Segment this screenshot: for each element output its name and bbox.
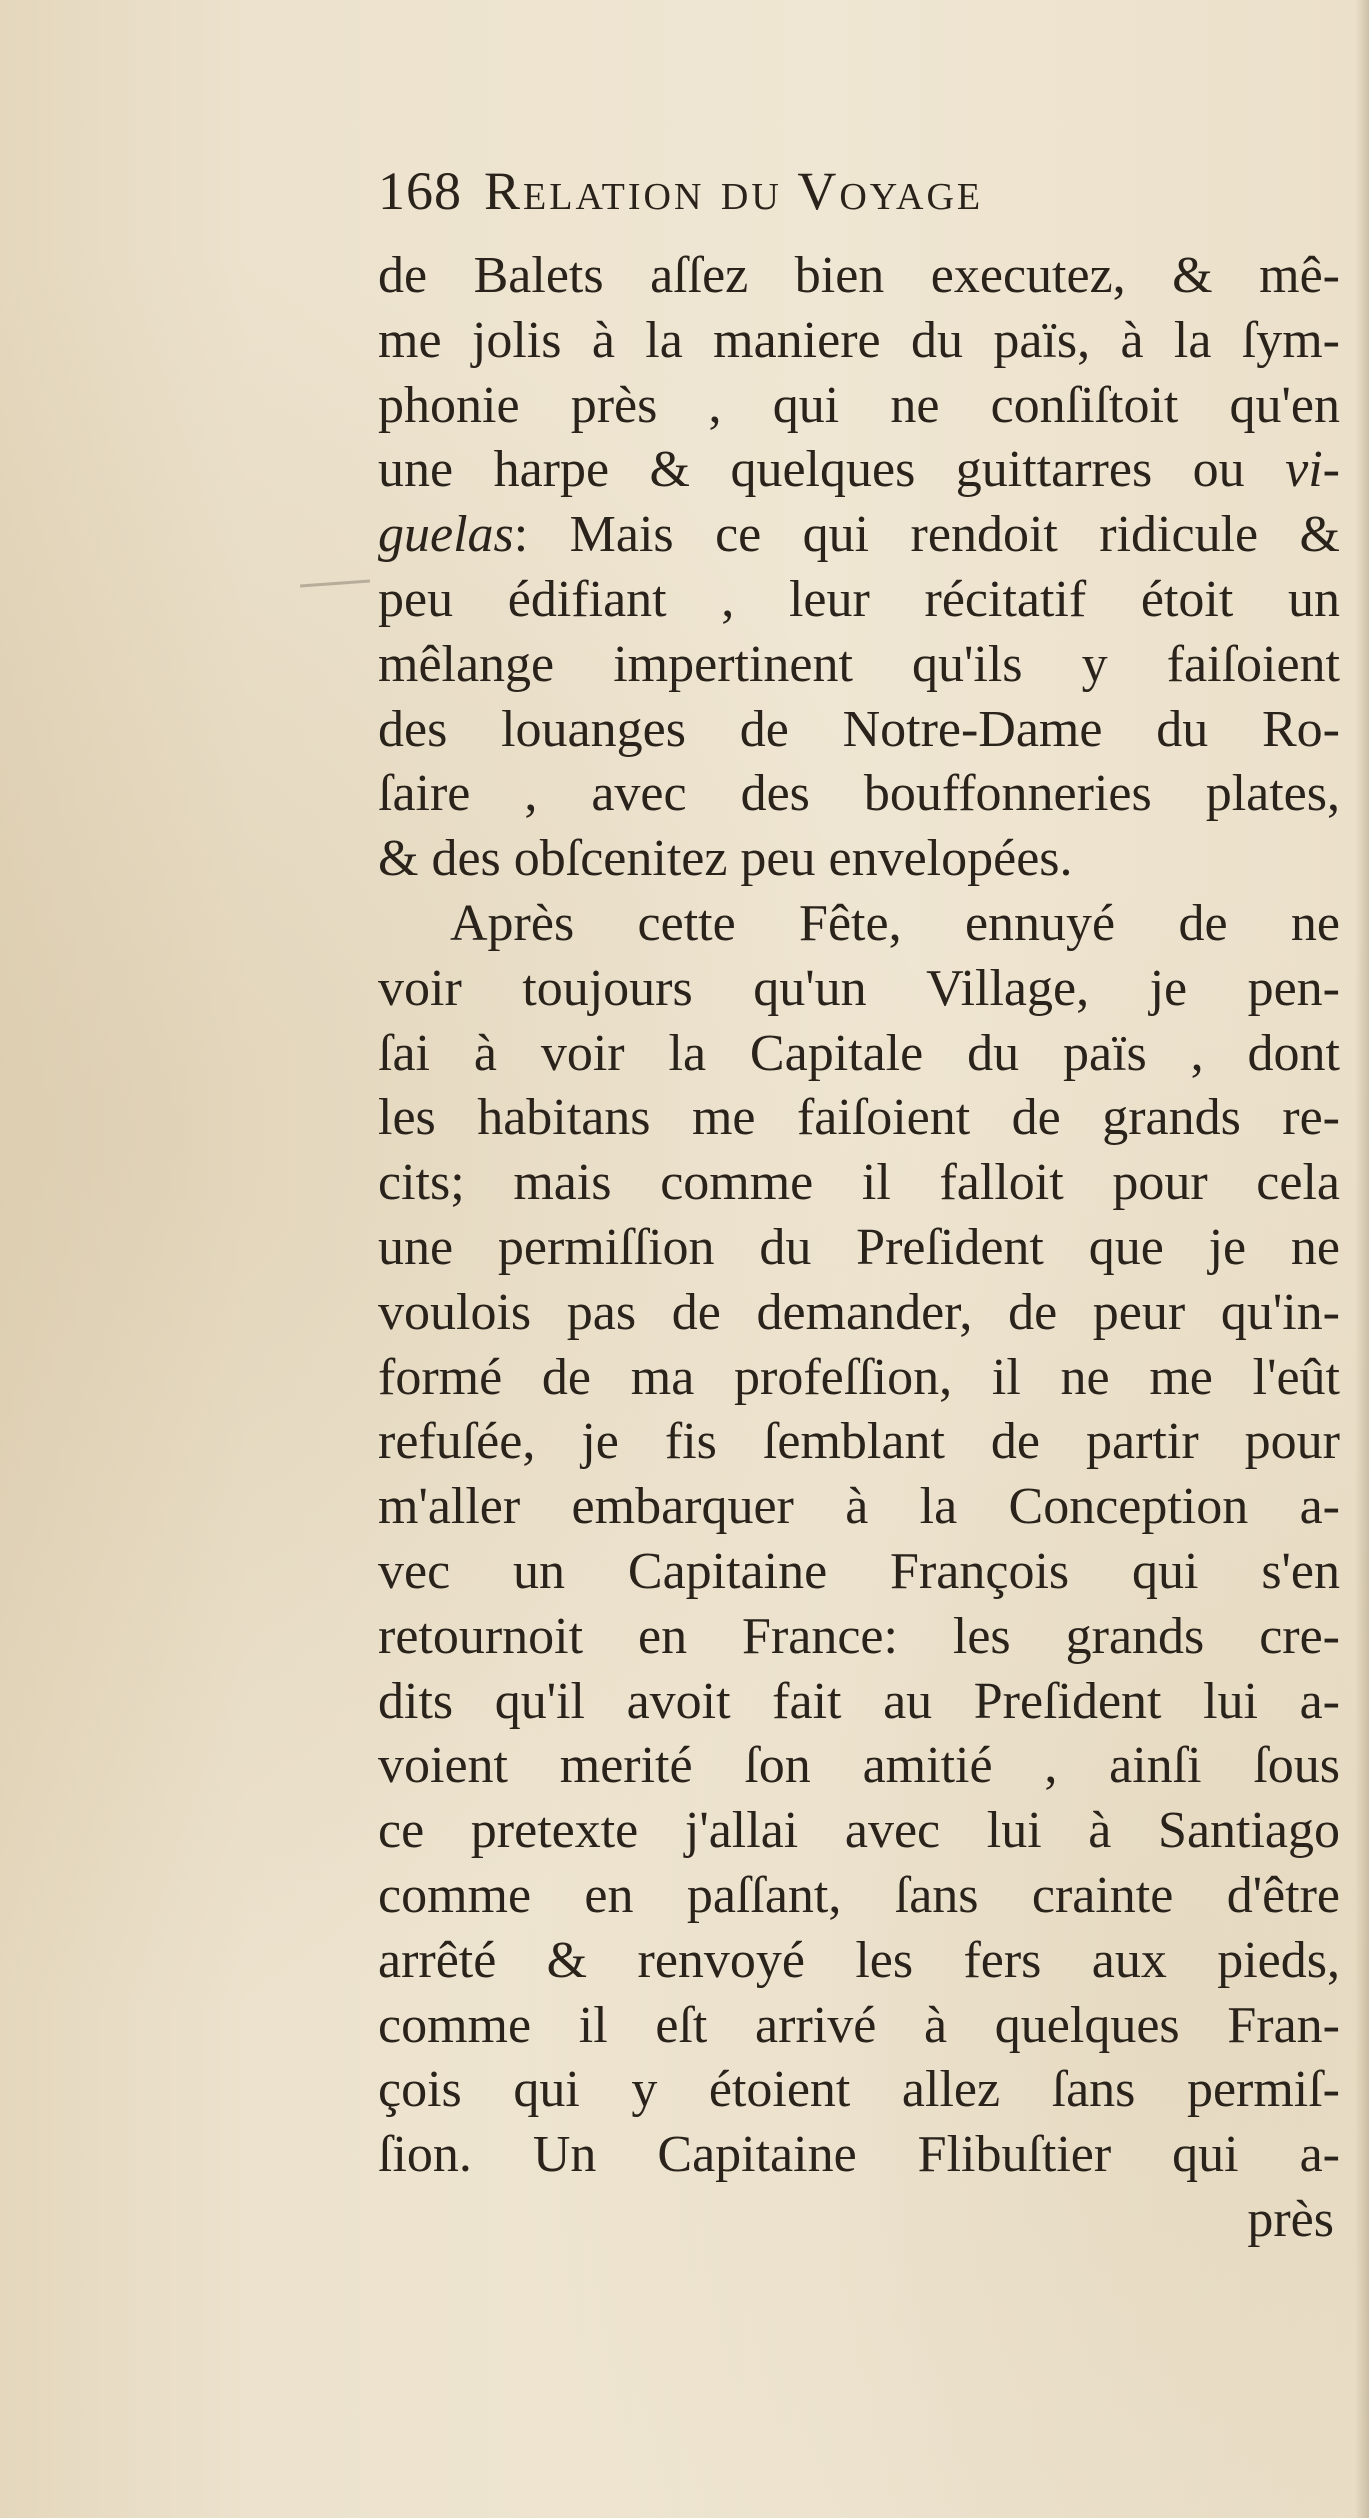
text-line: phonie près , qui ne conſiſtoit qu'en xyxy=(378,376,1340,434)
text-line: refuſée, je fis ſemblant de partir pour xyxy=(378,1413,1340,1471)
text-line: ſai à voir la Capitale du païs , dont xyxy=(378,1024,1340,1082)
margin-ink-mark xyxy=(300,580,370,588)
text-line: les habitans me faiſoient de grands re- xyxy=(378,1089,1340,1147)
text-line: çois qui y étoient allez ſans permiſ- xyxy=(378,2061,1340,2119)
paragraph-start-line: Après cette Fête, ennuyé de ne xyxy=(450,894,1340,952)
text-line: ſaire , avec des bouffonneries plates, xyxy=(378,765,1340,823)
running-title: Relation du Voyage xyxy=(484,161,984,221)
running-header xyxy=(378,160,1234,222)
text-line: voient merité ſon amitié , ainſi ſous xyxy=(378,1737,1340,1795)
page-edge-shadow xyxy=(1355,0,1369,2518)
text-line: ce pretexte j'allai avec lui à Santiago xyxy=(378,1802,1340,1860)
paragraph-end-line: & des obſcenitez peu envelopées. xyxy=(378,830,1073,888)
text-line: m'aller embarquer à la Conception a- xyxy=(378,1478,1340,1536)
text-line: voir toujours qu'un Village, je pen- xyxy=(378,959,1340,1017)
text-line: formé de ma profeſſion, il ne me l'eût xyxy=(378,1348,1340,1406)
text-line: mêlange impertinent qu'ils y faiſoient xyxy=(378,635,1340,693)
text-line: comme en paſſant, ſans crainte d'être xyxy=(378,1866,1340,1924)
text-line: arrêté & renvoyé les fers aux pieds, xyxy=(378,1931,1340,1989)
text-line: cits; mais comme il falloit pour cela xyxy=(378,1154,1340,1212)
catchword: près xyxy=(1247,2190,1334,2248)
body-text xyxy=(378,244,1340,2253)
text-line: comme il eſt arrivé à quelques Fran- xyxy=(378,1996,1340,2054)
text-line: retournoit en France: les grands cre- xyxy=(378,1607,1340,1665)
text-line: vec un Capitaine François qui s'en xyxy=(378,1542,1340,1600)
text-line xyxy=(378,503,1340,568)
text-line: des louanges de Notre-Dame du Ro- xyxy=(378,700,1340,758)
italic-word: guelas xyxy=(378,506,514,564)
text-line: une permiſſion du Preſident que je ne xyxy=(378,1218,1340,1276)
page-number: 168 xyxy=(378,161,462,221)
text-line: dits qu'il avoit fait au Preſident lui a- xyxy=(378,1672,1340,1730)
text-line: de Balets aſſez bien executez, & mê- xyxy=(378,247,1340,304)
text-line: ſion. Un Capitaine Flibuſtier qui a- xyxy=(378,2126,1340,2184)
text-span: : Mais ce qui rendoit ridicule & xyxy=(513,506,1340,564)
text-line: peu édifiant , leur récitatif étoit un xyxy=(378,570,1340,628)
italic-word: vi- xyxy=(1285,441,1340,499)
text-line xyxy=(378,438,1340,503)
text-line: me jolis à la maniere du païs, à la ſym- xyxy=(378,311,1340,369)
text-line: voulois pas de demander, de peur qu'in- xyxy=(378,1283,1340,1341)
text-span: une harpe & quelques guittarres ou xyxy=(378,441,1286,499)
